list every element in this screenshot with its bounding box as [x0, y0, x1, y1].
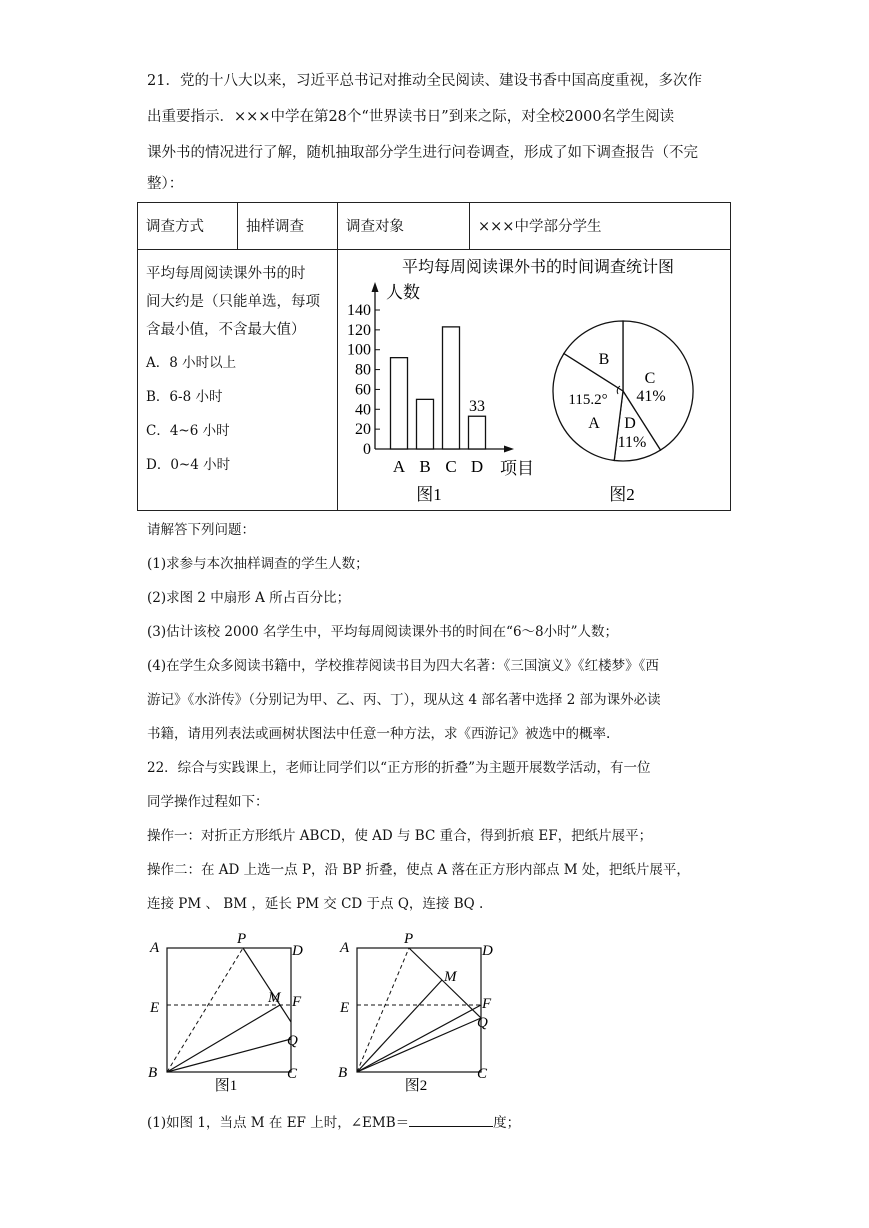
- bar-c: [443, 327, 460, 449]
- pie-label-d: D: [624, 415, 636, 432]
- y-tick-label: 60: [355, 381, 371, 399]
- point-e: E: [150, 1000, 160, 1016]
- x-tick-label: D: [470, 457, 484, 476]
- point-c: C: [287, 1066, 298, 1082]
- q22-line-5: 连接 PM 、 BM ，延长 PM 交 CD 于点 Q，连接 BQ .: [147, 896, 484, 912]
- x-tick-label: C: [445, 457, 457, 476]
- y-tick-label: 20: [355, 421, 371, 439]
- chart-title: 平均每周阅读课外书的时间调查统计图: [401, 259, 675, 276]
- desc-line: 间大约是（只能单选，每项: [146, 294, 320, 310]
- geometry-figure-1: [140, 928, 315, 1098]
- segment-mq: [280, 1005, 291, 1022]
- point-p: P: [404, 931, 414, 947]
- y-axis-arrow: [372, 282, 379, 292]
- point-a: A: [150, 940, 160, 956]
- y-tick-label: 0: [363, 441, 371, 458]
- pie-percent-d: 11%: [617, 434, 647, 451]
- fig2-caption: 图2: [609, 485, 635, 504]
- q22-line-2: 同学操作过程如下：: [147, 794, 269, 810]
- y-tick-label: 140: [347, 302, 371, 319]
- point-a: A: [340, 940, 350, 956]
- question-description-cell: [138, 250, 338, 511]
- point-p: P: [237, 931, 247, 947]
- q21-sub-4-line-2: 游记》《水浒传》（分别记为甲、乙、丙、丁），现从这 4 部名著中选择 2 部为课外必读: [147, 692, 661, 708]
- point-f: F: [482, 996, 492, 1012]
- bar-a: [391, 358, 408, 449]
- segment-bq: [357, 1018, 481, 1072]
- q22-line-3: 操作一：对折正方形纸片 ABCD，使 AD 与 BC 重合，得到折痕 EF，把纸片展平；: [147, 828, 653, 844]
- survey-method-value: 抽样调查: [246, 219, 304, 235]
- y-tick-label: 100: [347, 341, 371, 359]
- crease-bp: [167, 948, 243, 1072]
- pie-label-b: B: [598, 351, 610, 368]
- x-axis-title: 项目: [500, 459, 534, 478]
- pie-label-a: A: [588, 415, 600, 432]
- geometry-figure-2: [330, 928, 505, 1098]
- q21-sub-2: (2)求图 2 中扇形 A 所占百分比；: [147, 590, 351, 606]
- bar-b: [417, 399, 434, 449]
- q21-line-2: 出重要指示．×××中学在第28个“世界读书日”到来之际，对全校2000名学生阅读: [147, 109, 675, 125]
- segment-bq: [167, 1039, 291, 1072]
- segment-pm: [409, 948, 442, 980]
- q21-sub-3: (3)估计该校 2000 名学生中，平均每周阅读课外书的时间在“6～8小时”人数；: [147, 624, 619, 640]
- table-cell: [238, 203, 338, 250]
- segment-bm: [167, 1005, 280, 1072]
- x-tick-label: B: [419, 457, 431, 476]
- q21-sub-4-line-1: (4)在学生众多阅读书籍中，学校推荐阅读书目为四大名著：《三国演义》《红楼梦》《西: [147, 658, 659, 674]
- point-c: C: [477, 1066, 488, 1082]
- q22-line-4: 操作二：在 AD 上选一点 P，沿 BP 折叠，使点 A 落在正方形内部点 M 处，把纸片展平，: [147, 862, 690, 878]
- q22-line-1: 22．综合与实践课上，老师让同学们以“正方形的折叠”为主题开展数学活动，有一位: [147, 760, 651, 776]
- pie-chart: [553, 321, 693, 504]
- fig2-geometry-caption: 图2: [404, 1078, 428, 1094]
- point-b: B: [148, 1065, 158, 1081]
- q21-line-4: 整）：: [147, 176, 184, 192]
- desc-line: 含最小值，不含最大值）: [146, 322, 306, 338]
- point-q: Q: [287, 1033, 298, 1049]
- point-d: D: [482, 943, 493, 959]
- q21-sub-4-line-3: 书籍，请用列表法或画树状图法中任意一种方法，求《西游记》被选中的概率.: [147, 726, 611, 742]
- point-e: E: [340, 1000, 350, 1016]
- y-tick-label: 120: [347, 321, 371, 339]
- point-d: D: [292, 943, 303, 959]
- survey-target-label: 调查对象: [346, 219, 404, 235]
- point-q: Q: [477, 1015, 488, 1031]
- q21-sub-1: (1)求参与本次抽样调查的学生人数；: [147, 556, 369, 572]
- option-d: D．0~4 小时: [146, 457, 231, 473]
- q21-line-1: 21．党的十八大以来，习近平总书记对推动全民阅读、建设书香中国高度重视，多次作: [147, 73, 702, 89]
- table-cell: [470, 203, 731, 250]
- survey-target-value: ×××中学部分学生: [478, 219, 602, 235]
- table-cell: [338, 203, 470, 250]
- fig1-caption: 图1: [416, 485, 442, 504]
- y-tick-label: 40: [355, 401, 371, 419]
- answer-blank[interactable]: [409, 1112, 493, 1127]
- q21-prompt: 请解答下列问题：: [147, 522, 255, 538]
- bar-chart: [347, 282, 534, 504]
- segment-bm: [357, 980, 442, 1072]
- option-c: C．4~6 小时: [146, 423, 230, 439]
- point-m: M: [268, 990, 281, 1006]
- square-abcd: [357, 948, 481, 1072]
- fig1-geometry-caption: 图1: [214, 1078, 238, 1094]
- point-m: M: [444, 969, 457, 985]
- desc-line: 平均每周阅读课外书的时: [146, 266, 306, 282]
- point-b: B: [338, 1065, 348, 1081]
- charts-area: [338, 250, 731, 510]
- option-a: A．8 小时以上: [146, 355, 237, 371]
- table-cell: [138, 203, 238, 250]
- pie-label-c: C: [644, 370, 656, 387]
- survey-method-label: 调查方式: [146, 219, 204, 235]
- x-tick-label: A: [392, 457, 406, 476]
- pie-percent-c: 41%: [636, 388, 666, 405]
- y-tick-label: 80: [355, 361, 371, 379]
- x-axis-arrow: [504, 446, 514, 453]
- pie-angle-a: 115.2°: [568, 392, 608, 408]
- q22-sub-1-text: (1)如图 1，当点 M 在 EF 上时，∠EMB＝: [147, 1115, 410, 1131]
- segment-mq: [442, 980, 481, 1018]
- bar-data-label: 33: [469, 398, 485, 416]
- q22-sub-1: [147, 1112, 520, 1133]
- bar-d: [469, 416, 486, 449]
- segment-bf: [357, 1005, 481, 1072]
- point-f: F: [292, 994, 302, 1010]
- q21-line-3: 课外书的情况进行了解，随机抽取部分学生进行问卷调查，形成了如下调查报告（不完: [147, 145, 698, 161]
- y-axis-title: 人数: [386, 283, 420, 302]
- option-b: B．6-8 小时: [146, 389, 223, 405]
- q22-sub-1-unit: 度；: [493, 1115, 521, 1131]
